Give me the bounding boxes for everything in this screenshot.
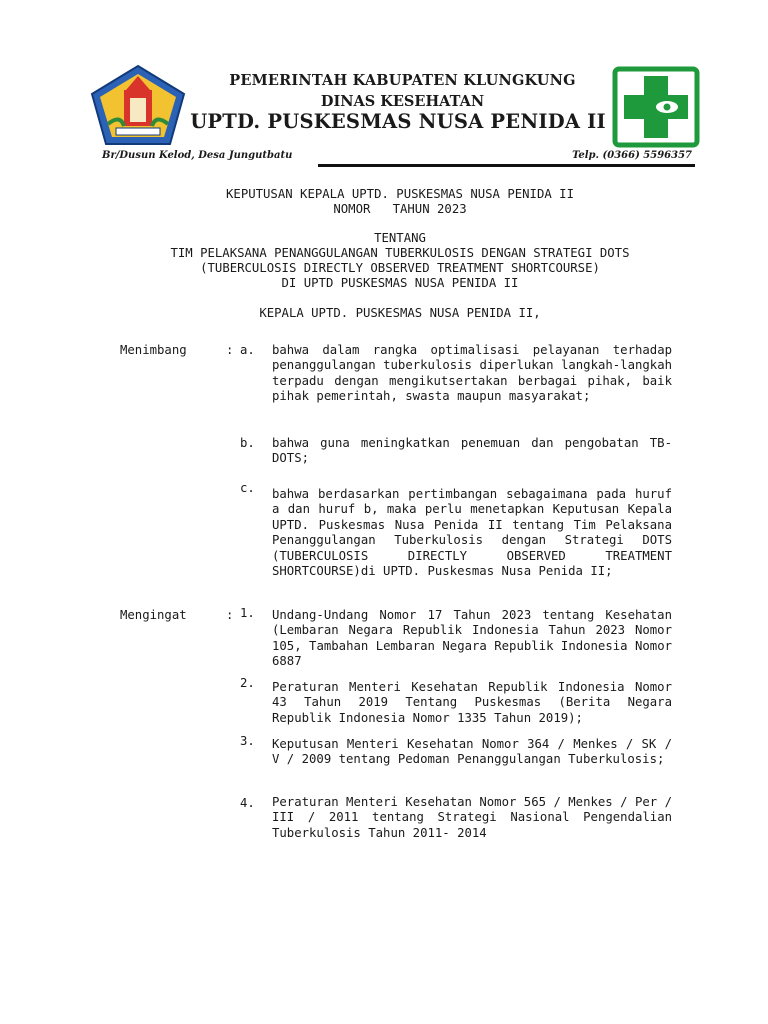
mengingat-marker-3: 3. <box>240 734 255 748</box>
letterhead-address: Br/Dusun Kelod, Desa Jungutbatu <box>102 150 293 161</box>
letterhead-phone: Telp. (0366) 5596357 <box>572 150 692 161</box>
menimbang-item-c: bahwa berdasarkan pertimbangan sebagaimana pada huruf a dan huruf b, maka perlu menetapkan Keputusan Kepala UPTD. Puskesmas Nusa Penida II tentang Tim Pelaksana Penanggulangan Tuberkulosis dengan Strategi DOTS (TUBERCULOSIS DIRECTLY OBSERVED TREATMENT SHORTCOURSE)di UPTD. Puskesmas Nusa Penida II; <box>272 487 672 579</box>
letterhead-institution: UPTD. PUSKESMAS NUSA PENIDA II <box>190 110 606 133</box>
letterhead-government: PEMERINTAH KABUPATEN KLUNGKUNG <box>229 72 576 89</box>
mengingat-marker-4: 4. <box>240 796 255 810</box>
mengingat-item-1: Undang-Undang Nomor 17 Tahun 2023 tentang Kesehatan (Lembaran Negara Republik Indonesia Tahun 2023 Nomor 105, Tambahan Lembaran Negara Republik Indonesia Nomor 6887 <box>272 608 672 669</box>
decree-issuer: KEPALA UPTD. PUSKESMAS NUSA PENIDA II, <box>259 306 541 320</box>
klungkung-regency-emblem-icon <box>90 64 186 146</box>
menimbang-marker-a: a. <box>240 343 255 357</box>
menimbang-item-b: bahwa guna meningkatkan penemuan dan pengobatan TB-DOTS; <box>272 436 672 466</box>
decree-number: NOMOR TAHUN 2023 <box>333 202 467 216</box>
menimbang-label: Menimbang <box>120 343 187 357</box>
mengingat-marker-2: 2. <box>240 676 255 690</box>
mengingat-label: Mengingat <box>120 608 187 622</box>
puskesmas-cross-icon <box>612 66 700 148</box>
tentang-heading: TENTANG <box>374 231 426 245</box>
letterhead-divider <box>318 164 695 167</box>
decree-subject-line-1: TIM PELAKSANA PENANGGULANGAN TUBERKULOSIS DENGAN STRATEGI DOTS <box>170 246 630 260</box>
menimbang-colon: : <box>226 343 234 357</box>
menimbang-item-a: bahwa dalam rangka optimalisasi pelayanan terhadap penanggulangan tuberkulosis diperlukan langkah-langkah terpadu dengan mengikutsertakan berbagai pihak, baik pihak pemerintah, swasta maupun masyarakat; <box>272 343 672 404</box>
mengingat-item-3: Keputusan Menteri Kesehatan Nomor 364 / Menkes / SK / V / 2009 tentang Pedoman Penanggulangan Tuberkulosis; <box>272 737 672 767</box>
mengingat-marker-1: 1. <box>240 606 255 620</box>
menimbang-marker-b: b. <box>240 436 255 450</box>
mengingat-item-2: Peraturan Menteri Kesehatan Republik Indonesia Nomor 43 Tahun 2019 Tentang Puskesmas (Berita Negara Republik Indonesia Nomor 1335 Tahun 2019); <box>272 680 672 725</box>
decree-subject-line-2: (TUBERCULOSIS DIRECTLY OBSERVED TREATMENT SHORTCOURSE) <box>200 261 600 275</box>
mengingat-item-4: Peraturan Menteri Kesehatan Nomor 565 / Menkes / Per / III / 2011 tentang Strategi Nasional Pengendalian Tuberkulosis Tahun 2011- 2014 <box>272 795 672 840</box>
decree-title: KEPUTUSAN KEPALA UPTD. PUSKESMAS NUSA PENIDA II <box>226 187 574 201</box>
letterhead-agency: DINAS KESEHATAN <box>320 93 485 110</box>
mengingat-colon: : <box>226 608 234 622</box>
menimbang-marker-c: c. <box>240 481 255 495</box>
decree-subject-line-3: DI UPTD PUSKESMAS NUSA PENIDA II <box>281 276 519 290</box>
